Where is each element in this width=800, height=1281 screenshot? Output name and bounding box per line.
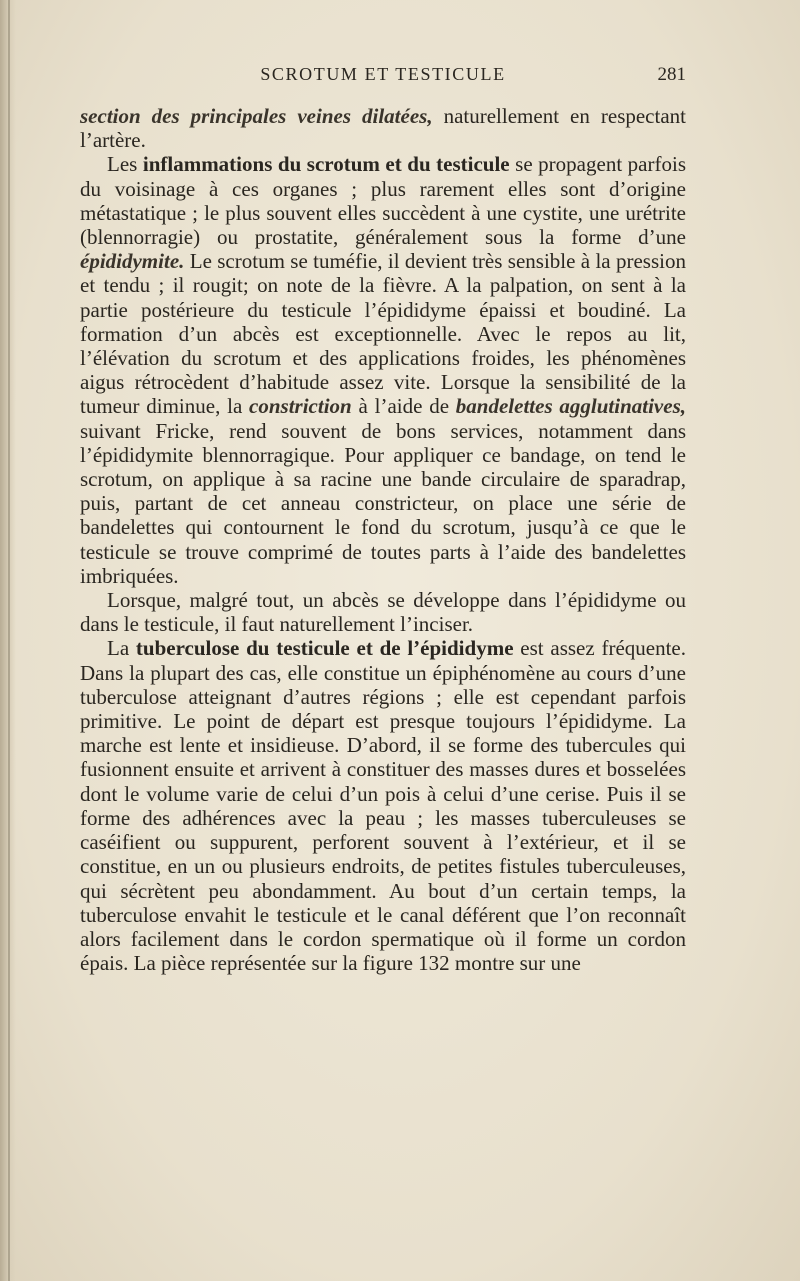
- text-run: se propagent parfois du voisinage à ces organes ; plus rarement elles sont d’origine métastatique ; le plus souvent elles succèdent à une cystite, une urétrite (blennorragie) ou prostatite, généralement sous la forme d’une: [80, 152, 686, 250]
- binding-gutter-line: [8, 0, 10, 1281]
- paragraph: [80, 152, 686, 588]
- text-run: est assez fréquente. Dans la plupart des cas, elle constitue un épiphénomène au cours d’une tuberculose atteignant d’autres régions ; elle est cependant parfois primitive. Le point de départ est presque toujours l’épididyme. La marche est lente et insidieuse. D’abord, il se forme des tubercules qui fusionnent ensuite et arrivent à constituer des masses dures et bosselées dont le volume varie de celui d’un pois à celui d’une cerise. Puis il se forme des adhérences avec la peau ; les masses tuberculeuses se caséifient ou suppurent, perforent souvent à l’extérieur, et il se constitue, en un ou plusieurs endroits, de petites fistules tuberculeuses, qui sécrètent peu abondamment. Au bout d’un certain temps, la tuberculose envahit le testicule et le canal déférent que l’on reconnaît alors facilement dans le cordon spermatique où il forme un cordon épais. La pièce représentée sur la figure 132 montre sur une: [80, 636, 686, 976]
- italic-phrase: constriction: [249, 394, 352, 419]
- paragraph: [80, 636, 686, 975]
- italic-phrase: épididymite.: [80, 249, 185, 274]
- running-title: SCROTUM ET TESTICULE: [260, 64, 506, 84]
- italic-phrase: bandelettes agglutinatives,: [455, 394, 686, 419]
- text-run: à l’aide de: [351, 394, 456, 419]
- running-head: [80, 64, 686, 90]
- body-text: [80, 104, 686, 975]
- text-run: naturellement en respectant l’artère.: [80, 104, 686, 153]
- text-run: suivant Fricke, rend souvent de bons services, notamment dans l’épididymite blennorragique. Pour appliquer ce bandage, on tend le scrotum, on applique à sa racine une bande circulaire de sparadrap, puis, partant de cet anneau constricteur, on place une série de bandelettes qui contournent le fond du scrotum, jusqu’à ce que le testicule se trouve comprimé de toutes parts à l’aide des bandelettes imbriquées.: [80, 418, 686, 588]
- page-number: 281: [657, 64, 686, 85]
- text-run: Lorsque, malgré tout, un abcès se développe dans l’épididyme ou dans le testicule, il faut naturellement l’inciser.: [80, 588, 686, 637]
- paragraph: [80, 104, 686, 152]
- paragraph: [80, 588, 686, 636]
- bold-heading-phrase: tuberculose du testicule et de l’épididyme: [135, 636, 514, 661]
- text-run: Les: [107, 152, 143, 177]
- text-run: Le scrotum se tuméfie, il devient très sensible à la pression et tendu ; il rougit; on note de la fièvre. A la palpation, on sent à la partie postérieure du testicule l’épididyme épaissi et boudiné. La formation d’un abcès est exceptionnelle. Avec le repos au lit, l’élévation du scrotum et des applications froides, les phénomènes aigus rétrocèdent d’habitude assez vite. Lorsque la sensibilité de la tumeur diminue, la: [80, 249, 686, 419]
- italic-phrase: section des principales veines dilatées,: [80, 104, 433, 128]
- bold-heading-phrase: inflammations du scrotum et du testicule: [142, 152, 510, 177]
- text-run: La: [107, 636, 136, 661]
